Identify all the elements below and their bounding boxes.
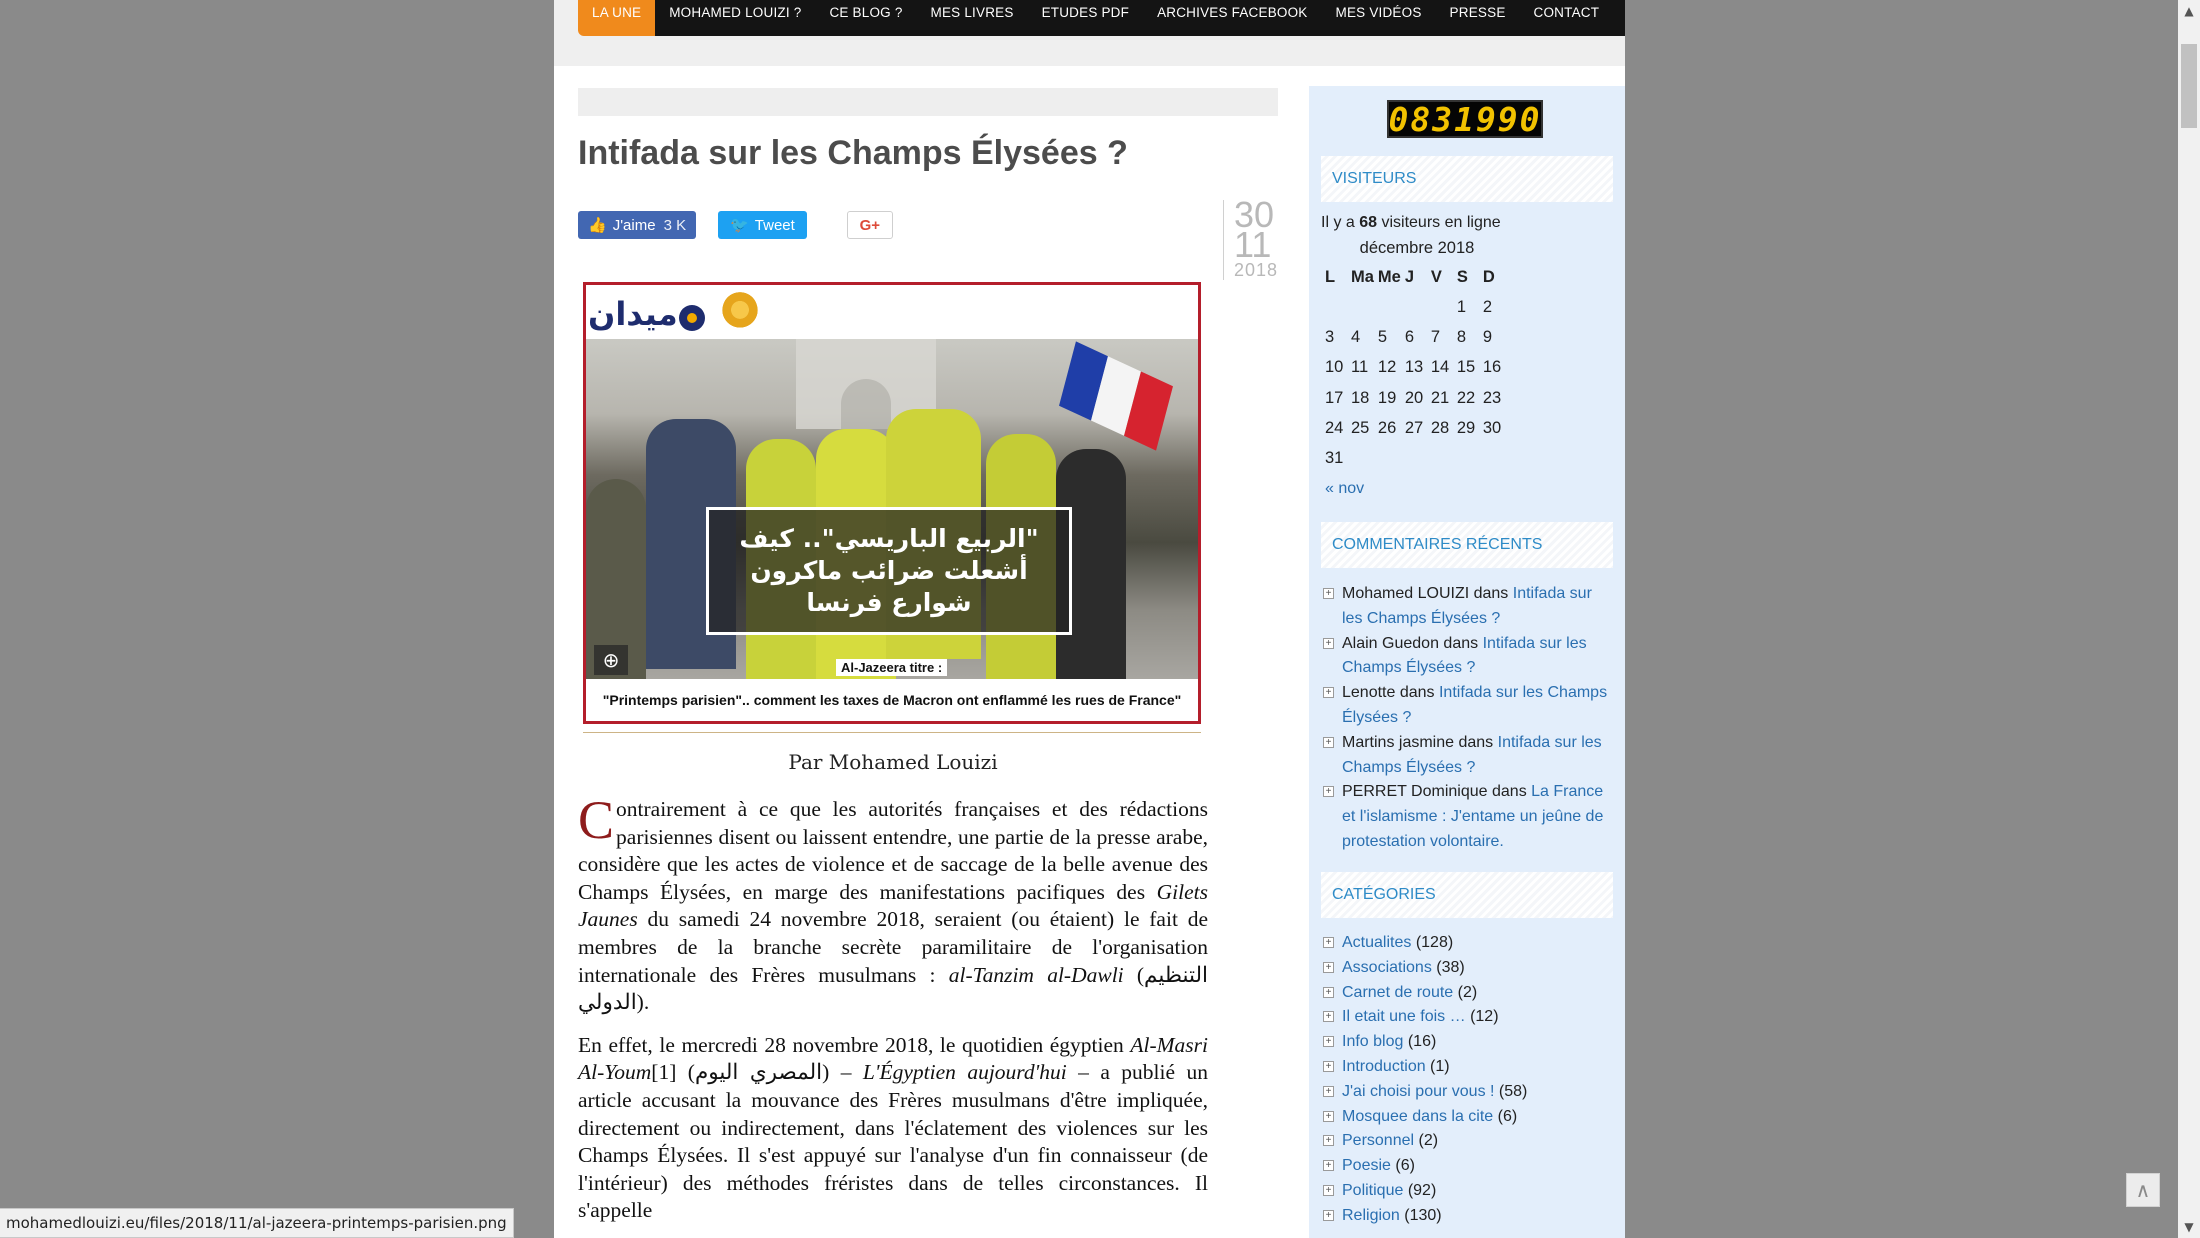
calendar-week [1321, 413, 1505, 443]
paragraph [578, 1032, 1208, 1225]
calendar-day: 5 [1377, 327, 1388, 346]
nav-item-mohamed-louizi[interactable]: MOHAMED LOUIZI ? [669, 5, 802, 20]
paragraph-emphasis: Al-Masri Al-Youm [578, 1032, 1208, 1085]
category-count: (2) [1414, 1132, 1439, 1150]
calendar-day [1347, 292, 1374, 322]
calendar-day [1374, 443, 1401, 473]
plus-icon: + [1323, 737, 1334, 748]
post-date-month: 11 [1234, 224, 1272, 265]
categories-heading: CATÉGORIES [1321, 872, 1613, 918]
calendar-day: 11 [1351, 358, 1369, 377]
zoom-in-icon[interactable]: ⊕ [594, 645, 628, 675]
calendar-day: 21 [1430, 388, 1450, 407]
plus-icon: + [1323, 962, 1334, 973]
comment-author-link[interactable]: Mohamed LOUIZI [1342, 585, 1470, 602]
recent-comments-list [1321, 582, 1613, 855]
calendar-day: 25 [1351, 418, 1370, 437]
calendar-day [1321, 292, 1347, 322]
comment-dans: dans [1487, 783, 1532, 801]
calendar-week [1321, 353, 1505, 383]
nav-item-presse[interactable]: PRESSE [1449, 5, 1506, 20]
tweet-button[interactable] [718, 211, 807, 239]
category-link[interactable]: Poesie [1342, 1157, 1391, 1175]
recent-comment-item [1321, 632, 1613, 682]
paragraph-emphasis: al-Tanzim al-Dawli [948, 962, 1124, 987]
tweet-label: Tweet [754, 216, 795, 234]
nav-item-mes-videos[interactable]: MES VIDÉOS [1335, 5, 1422, 20]
comment-dans: dans [1454, 733, 1498, 751]
category-link[interactable]: Il etait une fois … [1342, 1008, 1466, 1026]
category-item [1321, 981, 1613, 1006]
category-item [1321, 931, 1613, 956]
category-item [1321, 1179, 1613, 1204]
comment-post-link[interactable]: Intifada sur les Champs Élysées ? [1342, 684, 1608, 726]
calendar-day [1401, 443, 1427, 473]
calendar-day: 31 [1325, 449, 1344, 468]
calendar-day: 4 [1351, 327, 1361, 346]
meidan-logo: ميدان [588, 295, 678, 333]
category-item [1321, 1080, 1613, 1105]
category-link[interactable]: Politique [1342, 1181, 1404, 1199]
plus-icon: + [1323, 1160, 1334, 1171]
calendar-day-header: L [1325, 267, 1336, 286]
recent-comments-heading: COMMENTAIRES RÉCENTS [1321, 522, 1613, 568]
calendar-day: 29 [1456, 418, 1476, 437]
nav-item-archives-facebook[interactable]: ARCHIVES FACEBOOK [1157, 5, 1308, 20]
french-translation: "Printemps parisien".. comment les taxes de Macron ont enflammé les rues de France" [586, 679, 1198, 721]
plus-icon: + [1323, 1185, 1334, 1196]
scroll-up-arrow-icon[interactable]: ▲ [2184, 4, 2194, 18]
plus-icon: + [1323, 786, 1334, 797]
visitors-text: visiteurs en ligne [1377, 214, 1501, 231]
calendar-day: 6 [1404, 327, 1415, 346]
calendar [1321, 262, 1505, 474]
category-count: (16) [1403, 1033, 1437, 1051]
paragraph-text: En effet, le mercredi 28 novembre 2018, le quotidien égyptien [578, 1032, 1131, 1057]
post-date [1223, 194, 1283, 280]
visit-counter: 0831990 [1388, 99, 1542, 139]
category-count: (1) [1425, 1057, 1450, 1075]
calendar-week [1321, 292, 1505, 322]
paragraph-text: du samedi 24 novembre 2018, seraient (ou étaient) le fait de membres de la branche secrète paramilitaire de l'organisation internationale des Frères musulmans : [578, 907, 1208, 987]
visitors-online [1321, 214, 1501, 232]
post-top-bar [578, 88, 1278, 116]
calendar-day: 20 [1404, 388, 1424, 407]
scroll-down-arrow-icon[interactable]: ▼ [2184, 1220, 2194, 1234]
calendar-day: 19 [1377, 388, 1397, 407]
calendar-day: 3 [1325, 327, 1335, 346]
article-image[interactable] [583, 282, 1201, 724]
comment-post-link[interactable]: Intifada sur les Champs Élysées ? [1342, 634, 1587, 677]
back-to-top-button[interactable] [2126, 1173, 2160, 1207]
post-date-day: 30 [1234, 194, 1275, 235]
arabic-headline: "الربيع الباريسي".. كيف أشعلت ضرائب ماكرون شوارع فرنسا [706, 507, 1072, 635]
calendar-day-header: J [1404, 267, 1415, 286]
paragraph [578, 790, 1208, 1017]
category-link[interactable]: J'ai choisi pour vous ! [1342, 1082, 1495, 1100]
calendar-day [1347, 443, 1374, 473]
plus-icon: + [1323, 1086, 1334, 1097]
comment-author-link[interactable]: Martins jasmine [1342, 733, 1455, 751]
category-link[interactable]: Mosquee dans la cite [1342, 1107, 1494, 1125]
category-item [1321, 956, 1613, 981]
calendar-prev-month-link[interactable]: « nov [1325, 480, 1365, 497]
category-link[interactable]: Info blog [1342, 1033, 1404, 1051]
category-count: (12) [1465, 1008, 1499, 1026]
calendar-day: 10 [1325, 358, 1344, 377]
calendar-day: 14 [1430, 358, 1450, 377]
category-count: (6) [1390, 1157, 1415, 1175]
french-flag [1059, 341, 1173, 450]
google-plus-button[interactable]: G+ [847, 211, 893, 239]
scroll-thumb[interactable] [2181, 44, 2197, 128]
category-link[interactable]: Actualites [1342, 934, 1412, 951]
divider [583, 732, 1201, 733]
calendar-caption [1309, 239, 1625, 258]
category-item [1321, 1030, 1613, 1055]
calendar-day [1479, 443, 1505, 473]
like-count: 3 K [663, 216, 687, 234]
al-jazeera-logo [722, 291, 758, 333]
plus-icon: + [1323, 588, 1334, 599]
calendar-day: 22 [1456, 388, 1476, 407]
recent-comment-item [1321, 582, 1613, 632]
calendar-day [1427, 292, 1453, 322]
image-header [586, 285, 1198, 339]
calendar-day-header: D [1482, 267, 1495, 286]
category-link[interactable]: Carnet de route [1342, 983, 1454, 1001]
paragraph-text: – a publié un article accusant la mouvance des Frères musulmans d'être impliquée, directement ou indirectement, dans l'éclatement des violences sur les Champs Élysées. Il s'est appuyé sur l'analyse d'un fin connaisseur (de l'intérieur) des méthodes fréristes dans de telles circonstances. Il s'appelle [578, 1060, 1208, 1223]
calendar-days [1321, 262, 1505, 292]
category-item [1321, 1005, 1613, 1030]
plus-icon: + [1323, 1111, 1334, 1122]
category-item [1321, 1204, 1613, 1229]
calendar-day: 30 [1482, 418, 1502, 437]
nav-item-contact[interactable]: CONTACT [1533, 5, 1600, 20]
post-date-year: 2018 [1234, 260, 1279, 280]
recent-comment-item [1321, 780, 1613, 854]
calendar-day-header: S [1456, 267, 1468, 286]
thumbs-up-icon: 👍 [588, 217, 607, 234]
plus-icon: + [1323, 1061, 1334, 1072]
article-body [578, 790, 1208, 1238]
calendar-month: décembre 2018 [1359, 239, 1475, 257]
calendar-day: 28 [1430, 418, 1450, 437]
calendar-day: 27 [1404, 418, 1424, 437]
calendar-day-header: Ma [1351, 267, 1374, 286]
recent-comment-item [1321, 731, 1613, 781]
vertical-scrollbar[interactable] [2178, 0, 2200, 1238]
calendar-day-header: V [1430, 267, 1442, 286]
categories-list [1321, 931, 1613, 1229]
comment-author-link[interactable]: Alain Guedon [1342, 634, 1439, 652]
category-item [1321, 1105, 1613, 1130]
paragraph-emphasis: L'Égyptien aujourd'hui [862, 1060, 1067, 1085]
visitors-heading: VISITEURS [1321, 156, 1613, 202]
category-count: (58) [1494, 1082, 1528, 1100]
comment-post-link[interactable]: Intifada sur les Champs Élysées ? [1342, 733, 1602, 776]
byline: Par Mohamed Louizi [788, 750, 998, 774]
nav-item-mes-livres[interactable]: MES LIVRES [930, 5, 1014, 20]
calendar-day: 26 [1377, 418, 1397, 437]
nav-item-la-une[interactable]: LA UNE [578, 0, 655, 36]
calendar-day: 1 [1456, 297, 1467, 316]
calendar-day [1401, 292, 1427, 322]
category-link[interactable]: Associations [1342, 958, 1432, 976]
paragraph-text: (التنظيم الدولي). [578, 962, 1208, 1015]
nav-item-ce-blog[interactable]: CE BLOG ? [829, 5, 903, 20]
calendar-week [1321, 443, 1505, 473]
al-jazeera-label: Al-Jazeera titre : [836, 659, 947, 676]
calendar-day: 8 [1456, 327, 1467, 346]
category-link[interactable]: Religion [1342, 1206, 1400, 1224]
calendar-day: 2 [1482, 297, 1493, 316]
visitors-count: 68 [1359, 214, 1378, 231]
sidebar [1309, 86, 1625, 1238]
chevron-up-icon: ∧ [2135, 1178, 2151, 1202]
plus-icon: + [1323, 987, 1334, 998]
calendar-weeks [1321, 292, 1505, 474]
category-item [1321, 1129, 1613, 1154]
calendar-day: 9 [1482, 327, 1493, 346]
calendar-day: 23 [1482, 388, 1502, 407]
plus-icon: + [1323, 1036, 1334, 1047]
paragraph-emphasis: Gilets Jaunes [578, 879, 1208, 932]
category-count: (92) [1403, 1181, 1437, 1199]
plus-icon: + [1323, 937, 1334, 948]
calendar-day: 24 [1325, 418, 1344, 437]
calendar-day [1427, 443, 1453, 473]
like-label: J'aime [612, 216, 656, 234]
page [554, 0, 1625, 1238]
plus-icon: + [1323, 1210, 1334, 1221]
calendar-day: 17 [1325, 388, 1344, 407]
comment-author-link[interactable]: Lenotte [1342, 684, 1396, 702]
recent-comment-item [1321, 681, 1613, 731]
category-link[interactable]: Personnel [1342, 1132, 1415, 1150]
comment-author-link[interactable]: PERRET Dominique [1342, 783, 1488, 801]
nav-item-etudes-pdf[interactable]: ETUDES PDF [1041, 5, 1130, 20]
header [554, 0, 1625, 66]
visitors-text: Il y a [1321, 214, 1360, 231]
calendar-day: 13 [1404, 358, 1424, 377]
calendar-day-header: Me [1377, 267, 1401, 286]
paragraph-text: ontrairement à ce que les autorités françaises et des rédactions parisiennes disent ou laissent entendre, une partie de la presse arabe, considère que les actes de violence et de saccage de la belle avenue des Champs Élysées, en marge des manifestations pacifiques des [578, 797, 1208, 904]
category-count: (2) [1453, 983, 1478, 1001]
calendar-day: 15 [1456, 358, 1476, 377]
comment-post-link[interactable]: La France et l'islamisme : J'entame un jeûne de protestation volontaire. [1342, 783, 1604, 850]
category-link[interactable]: Introduction [1342, 1057, 1426, 1075]
calendar-day: 16 [1482, 358, 1502, 377]
category-item [1321, 1154, 1613, 1179]
twitter-bird-icon: 🐦 [730, 217, 749, 234]
calendar-day: 18 [1351, 388, 1370, 407]
category-item [1321, 1055, 1613, 1080]
comment-dans: dans [1469, 585, 1513, 602]
plus-icon: + [1323, 1011, 1334, 1022]
calendar-day: 7 [1430, 327, 1441, 346]
post-title[interactable]: Intifada sur les Champs Élysées ? [578, 134, 1128, 172]
calendar-day [1374, 292, 1401, 322]
paragraph-text: [1] (المصري اليوم) – [651, 1060, 863, 1085]
calendar-day: 12 [1377, 358, 1397, 377]
comment-post-link[interactable]: Intifada sur les Champs Élysées ? [1342, 585, 1592, 627]
meidan-logo-mark [679, 305, 705, 331]
main-nav [578, 0, 1625, 36]
plus-icon: + [1323, 1135, 1334, 1146]
category-count: (130) [1399, 1206, 1442, 1224]
category-count: (6) [1493, 1107, 1518, 1125]
comment-dans: dans [1438, 634, 1483, 652]
category-count: (38) [1431, 958, 1465, 976]
category-count: (128) [1411, 934, 1454, 951]
facebook-like-button[interactable] [578, 211, 696, 239]
plus-icon: + [1323, 687, 1334, 698]
drop-cap: C [578, 790, 615, 850]
comment-dans: dans [1395, 684, 1439, 702]
calendar-week [1321, 383, 1505, 413]
protest-photo [586, 339, 1198, 679]
plus-icon: + [1323, 638, 1334, 649]
calendar-day [1453, 443, 1479, 473]
social-buttons [578, 211, 893, 239]
calendar-week [1321, 322, 1505, 352]
browser-status-bar: mohamedlouizi.eu/files/2018/11/al-jazeera-printemps-parisien.png [0, 1208, 514, 1238]
